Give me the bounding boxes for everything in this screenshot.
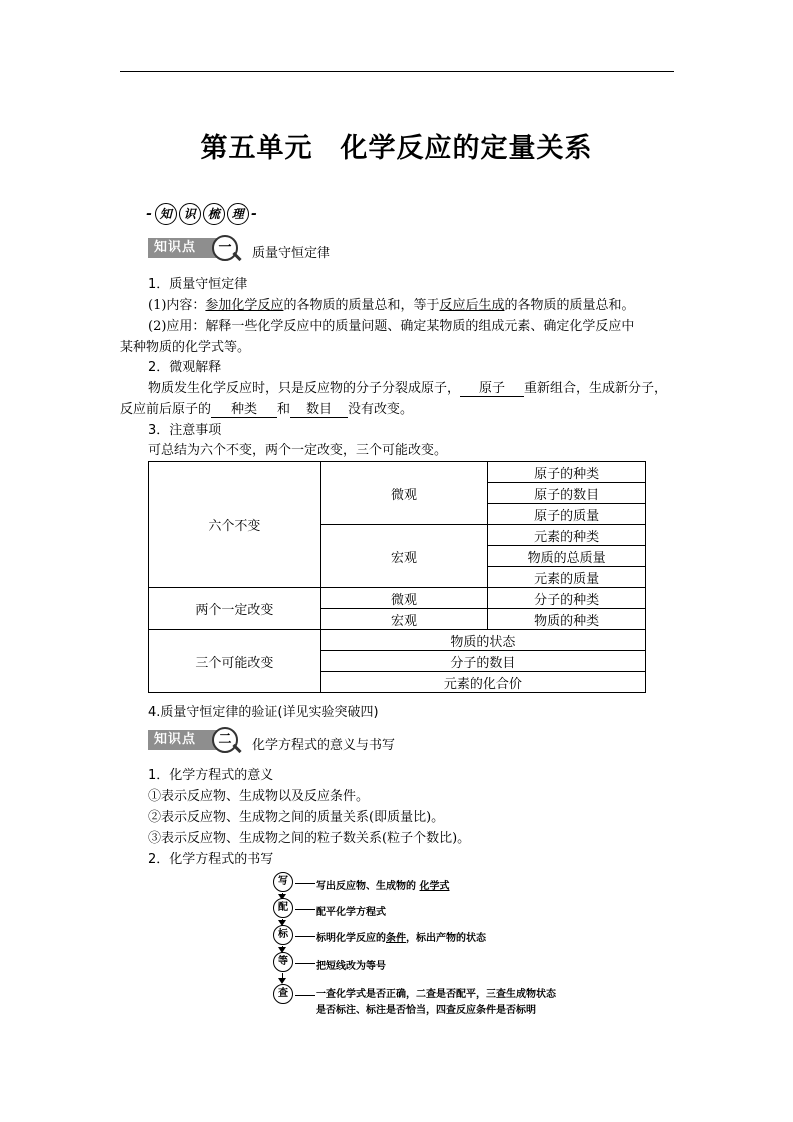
paragraph-summary: 可总结为六个不变，两个一定改变，三个可能改变。	[148, 443, 448, 458]
flow-step-text: 把短线改为等号	[316, 961, 386, 972]
magnifier-icon: 二	[212, 727, 238, 753]
heading-meaning: 1．化学方程式的意义	[148, 768, 274, 783]
text: 没有改变。	[348, 402, 414, 417]
banner-char: 知	[155, 203, 177, 225]
table-level-cell: 微观	[320, 588, 488, 609]
paragraph-micro-2	[120, 402, 413, 418]
connector-line	[295, 909, 315, 910]
badge-label: 知识点	[148, 238, 226, 258]
table-level-cell: 宏观	[320, 609, 488, 630]
heading-notes: 3．注意事项	[148, 423, 222, 438]
text: 反应前后原子的	[120, 402, 212, 417]
text: 标明化学反应的	[316, 933, 386, 944]
conservation-table	[148, 461, 646, 693]
flow-step-text: 一查化学式是否正确，二查是否配平，三查生成物状态	[316, 989, 556, 1000]
section-banner: - 知 识 梳 理 -	[146, 203, 260, 225]
flow-step-text: 配平化学方程式	[316, 907, 386, 918]
table-level-cell: 微观	[320, 462, 488, 525]
heading-writing: 2．化学方程式的书写	[148, 852, 274, 867]
banner-char: 识	[179, 203, 201, 225]
flow-node-write: 写	[273, 872, 293, 892]
fill-blank: 种类	[211, 403, 277, 418]
knowledge-point-title: 质量守恒定律	[252, 246, 331, 261]
paragraph-content	[148, 298, 634, 314]
connector-line	[295, 883, 315, 884]
banner-char: 理	[227, 203, 249, 225]
fill-blank: 原子	[460, 382, 524, 397]
flow-step-text	[316, 877, 449, 892]
table-item-cell: 分子的数目	[320, 651, 645, 672]
flow-node-balance: 配	[273, 898, 293, 918]
text: 的各物质的质量总和。	[504, 298, 635, 313]
table-group-cell: 六个不变	[149, 462, 321, 588]
text: ，标出产物的状态	[406, 933, 486, 944]
flow-node-mark: 标	[273, 925, 293, 945]
table-item-cell: 元素的质量	[488, 567, 646, 588]
underlined-text: 反应后生成	[439, 298, 505, 313]
meaning-item: ①表示反应物、生成物以及反应条件。	[148, 789, 370, 804]
flow-step-text	[316, 929, 486, 944]
text: (1)内容：	[148, 298, 206, 313]
table-item-cell: 原子的数目	[488, 483, 646, 504]
text: 写出反应物、生成物的	[316, 881, 416, 892]
underlined-text: 参加化学反应	[205, 298, 284, 313]
underlined-text: 条件	[386, 933, 406, 944]
page-title: 第五单元 化学反应的定量关系	[200, 133, 593, 164]
text: 重新组合，生成新分子，	[524, 381, 668, 396]
paragraph-application-1: (2)应用：解释一些化学反应中的质量问题、确定某物质的组成元素、确定化学反应中	[148, 319, 635, 334]
flow-node-equal: 等	[273, 952, 293, 972]
table-item-cell: 分子的种类	[488, 588, 646, 609]
table-item-cell: 原子的种类	[488, 462, 646, 483]
connector-line	[295, 936, 315, 937]
header-rule	[120, 71, 674, 72]
table-group-cell: 两个一定改变	[149, 588, 321, 630]
text: 的各物质的质量总和，等于	[283, 298, 440, 313]
table-item-cell: 物质的总质量	[488, 546, 646, 567]
table-item-cell: 物质的状态	[320, 630, 645, 651]
connector-line	[295, 995, 315, 996]
heading-law: 1．质量守恒定律	[148, 277, 248, 292]
table-item-cell: 原子的质量	[488, 504, 646, 525]
banner-char: 梳	[203, 203, 225, 225]
badge-label: 知识点	[148, 730, 226, 750]
meaning-item: ②表示反应物、生成物之间的质量关系(即质量比)。	[148, 810, 445, 825]
fill-blank: 数目	[290, 403, 348, 418]
table-item-cell: 元素的种类	[488, 525, 646, 546]
knowledge-point-title: 化学方程式的意义与书写	[252, 738, 396, 753]
table-level-cell: 宏观	[320, 525, 488, 588]
flow-node-check: 查	[273, 984, 293, 1004]
heading-micro: 2．微观解释	[148, 360, 222, 375]
heading-verification: 4.质量守恒定律的验证(详见实验突破四)	[148, 705, 379, 720]
flow-step-text: 是否标注、标注是否恰当，四查反应条件是否标明	[316, 1005, 536, 1016]
table-item-cell: 物质的种类	[488, 609, 646, 630]
connector-line	[295, 963, 315, 964]
paragraph-micro-1	[148, 381, 667, 397]
paragraph-application-2: 某种物质的化学式等。	[120, 340, 251, 355]
text: 和	[277, 402, 291, 417]
table-group-cell: 三个可能改变	[149, 630, 321, 693]
meaning-item: ③表示反应物、生成物之间的粒子数关系(粒子个数比)。	[148, 831, 471, 846]
equation-writing-flowchart	[270, 872, 570, 1022]
text: 物质发生化学反应时，只是反应物的分子分裂成原子，	[148, 381, 461, 396]
underlined-text: 化学式	[419, 881, 450, 892]
table-item-cell: 元素的化合价	[320, 672, 645, 693]
magnifier-icon: 一	[212, 235, 238, 261]
